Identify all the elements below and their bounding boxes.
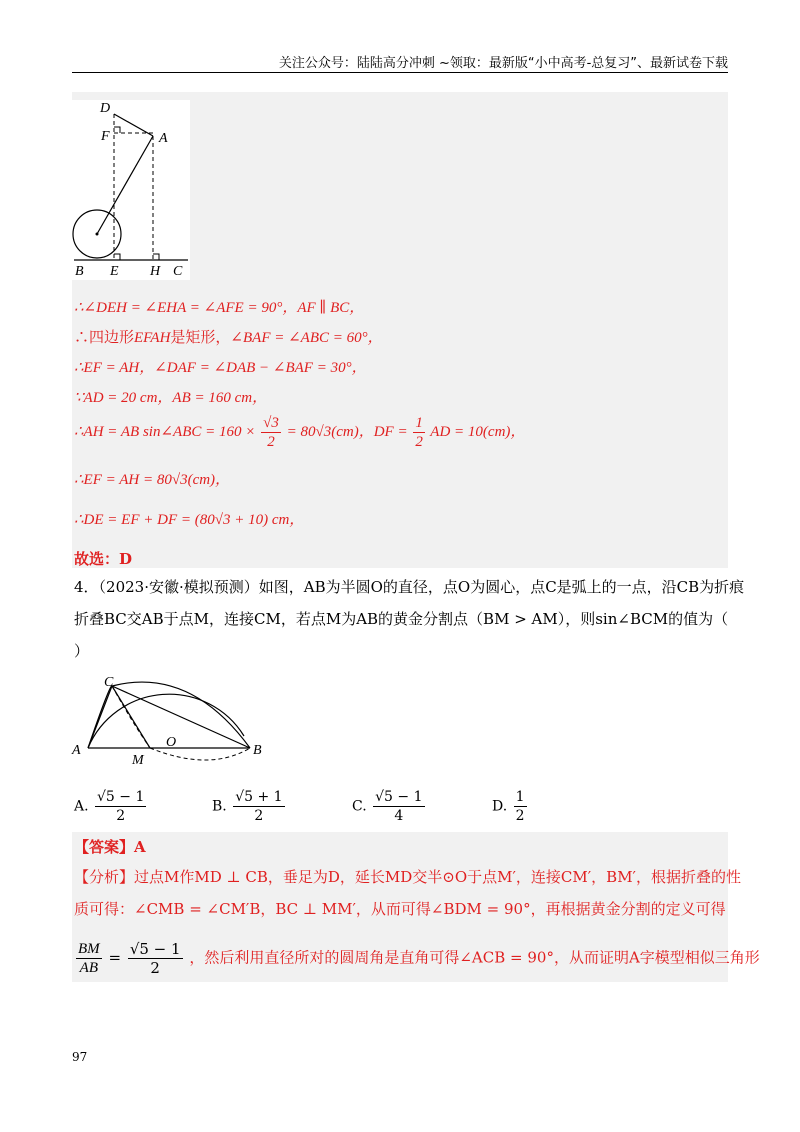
question-4-line-3: ） — [74, 642, 90, 660]
text-segment: ∠BAF = ∠ABC = 60°， — [230, 330, 383, 346]
fraction: $\frac{1}{2}$ — [415, 415, 423, 450]
question-4-line-2: 折叠BC交AB于点M，连接CM，若点M为AB的黄金分割点（BM > AM），则sin∠BCM的值为（ — [74, 610, 729, 628]
label-H: H — [150, 264, 161, 279]
text-segment: = 80√3(cm)，DF = — [286, 423, 408, 440]
text-segment: ∴AH = AB sin∠ABC = 160 × — [74, 423, 256, 440]
label-C: C — [173, 264, 183, 279]
label-B: B — [75, 264, 84, 279]
text-segment: EFAH — [134, 330, 171, 346]
solution-line-5 — [74, 414, 525, 451]
figure-semicircle-fold — [70, 672, 270, 772]
option-c: C. $\frac{√5 - 1}{4}$ — [352, 789, 423, 824]
text-segment: ，然后利用直径所对的圆周角是直角可得∠ACB = 90°，从而证明A字模型相似三角形 — [189, 948, 760, 967]
analysis-line-2: 质可得：∠CMB = ∠CM′B，BC ⊥ MM′，从而可得∠BDM = 90°，再根据黄金分割的定义可得 — [74, 900, 726, 918]
label-A: A — [72, 743, 81, 758]
option-a: A. $\frac{√5 - 1}{2}$ — [74, 789, 145, 824]
answer-choice: 故选：D — [74, 550, 133, 568]
fraction: $\frac{√3}{2}$ — [263, 415, 279, 450]
option-b: B. $\frac{√5 + 1}{2}$ — [212, 789, 283, 824]
label-A: A — [159, 131, 168, 146]
fraction: $\frac{1}{2}$ — [515, 789, 525, 824]
label-O: O — [166, 735, 177, 750]
analysis-line-3: $\frac{BM}{AB}$ = $\frac{√5 - 1}{2}$ ，然后利用直径所对的圆周角是直角可得∠ACB = 90°，从而证明A字模型相似三角形 — [78, 940, 760, 977]
text-segment: ∴四边形 — [74, 328, 135, 346]
label-C: C — [104, 675, 114, 690]
text-segment: AD = 10(cm)， — [430, 423, 526, 440]
text-segment: 是矩形， — [170, 328, 231, 346]
page-header: 关注公众号：陆陆高分冲刺 ~领取：最新版“小中高考-总复习”、最新试卷下载 — [278, 56, 728, 71]
page-number: 97 — [72, 1050, 88, 1064]
fraction: $\frac{√5 + 1}{2}$ — [235, 789, 283, 824]
option-d: D. $\frac{1}{2}$ — [492, 789, 525, 824]
fraction: $\frac{√5 - 1}{4}$ — [375, 789, 423, 824]
header-rule — [72, 72, 728, 73]
figure-ladder-wheel — [72, 100, 190, 280]
solution-line-1: ∴∠DEH = ∠EHA = ∠AFE = 90°，AF ∥ BC， — [74, 300, 365, 316]
solution-line-4: ∵AD = 20 cm，AB = 160 cm， — [74, 390, 268, 406]
question-4-line-1: 4．（2023·安徽·模拟预测）如图，AB为半圆O的直径，点O为圆心，点C是弧上的一点，沿CB为折痕 — [74, 578, 745, 596]
fraction: $\frac{√5 - 1}{2}$ — [129, 940, 181, 977]
solution-line-6: ∴EF = AH = 80√3(cm)， — [74, 472, 231, 488]
solution-line-2 — [74, 326, 383, 347]
fraction: $\frac{BM}{AB}$ — [78, 941, 100, 976]
label-E: E — [110, 264, 119, 279]
solution-line-3: ∴EF = AH，∠DAF = ∠DAB − ∠BAF = 30°， — [74, 360, 367, 376]
answer-tag: 【答案】A — [74, 838, 146, 856]
label-F: F — [101, 129, 110, 144]
label-B: B — [253, 743, 262, 758]
fraction: $\frac{√5 - 1}{2}$ — [97, 789, 145, 824]
label-D: D — [100, 101, 111, 116]
solution-line-7: ∴DE = EF + DF = (80√3 + 10) cm， — [74, 512, 305, 528]
analysis-line-1: 【分析】过点M作MD ⊥ CB，垂足为D，延长MD交半⊙O于点M′，连接CM′，BM′，根据折叠的性 — [74, 868, 741, 886]
label-M: M — [132, 753, 144, 768]
